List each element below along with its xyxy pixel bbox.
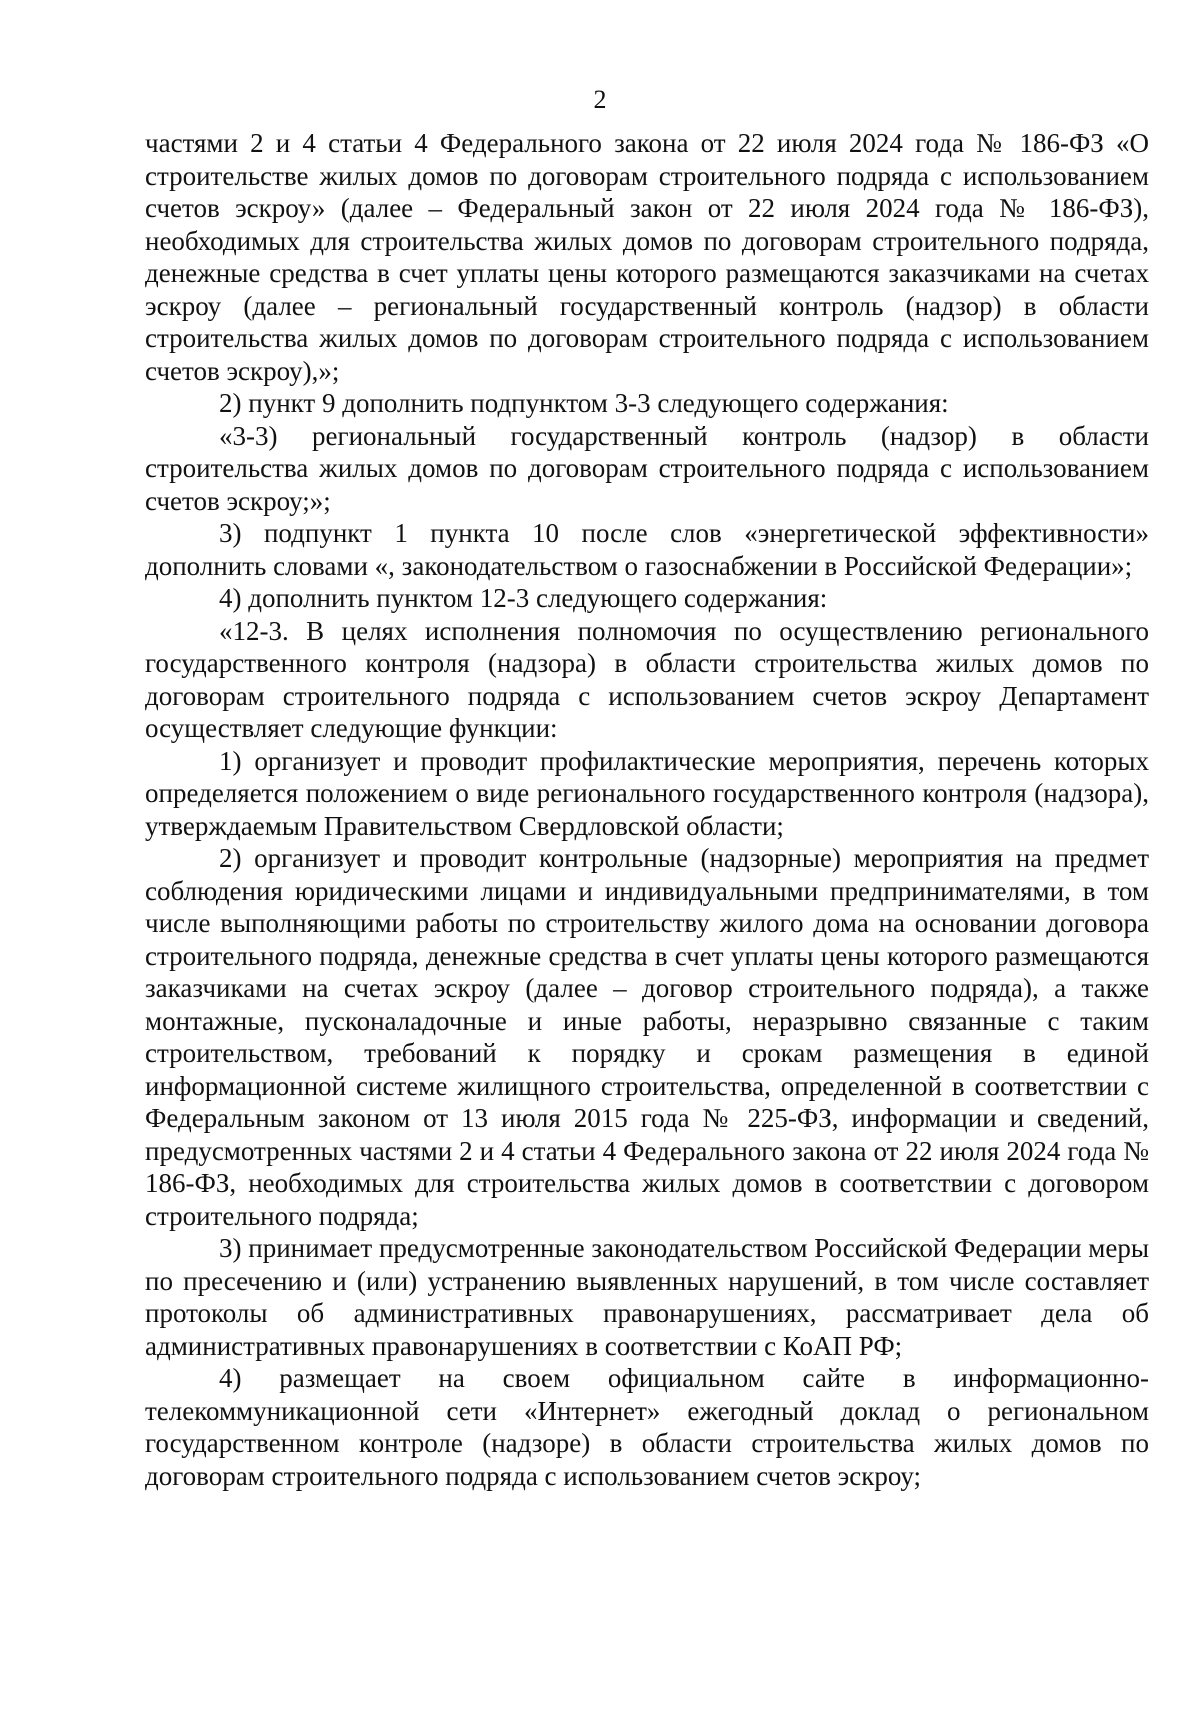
paragraph-item-12-3: «12-3. В целях исполнения полномочия по осуществлению регионального государственного контроля (надзора) в области строительства жилых домов по договорам строительного подряда с использованием счетов эскроу Департамент осуществляет следующие функции: — [145, 615, 1149, 743]
paragraph-function-1: 1) организует и проводит профилактические мероприятия, перечень которых определяется положением о виде регионального государственного контроля (надзора), утверждаемым Правительством Свердловской области; — [145, 745, 1149, 841]
paragraph-function-3: 3) принимает предусмотренные законодательством Российской Федерации меры по пресечению и (или) устранению выявленных нарушений, в том числе составляет протоколы об административных правонарушениях, рассматривает дела об административных правонарушениях в соответствии с КоАП РФ; — [145, 1233, 1149, 1361]
paragraph-amendment-3: 3) подпункт 1 пункта 10 после слов «энергетической эффективности» дополнить словами «, законодательством о газоснабжении в Российской Федерации»; — [145, 518, 1149, 581]
paragraph-amendment-4: 4) дополнить пунктом 12-3 следующего содержания: — [219, 583, 828, 613]
paragraph-amendment-2: 2) пункт 9 дополнить подпунктом 3-3 следующего содержания: — [219, 388, 949, 418]
paragraph-function-2: 2) организует и проводит контрольные (надзорные) мероприятия на предмет соблюдения юридическими лицами и индивидуальными предпринимателями, в том числе выполняющими работы по строительству жилого дома на основании договора строительного подряда, денежные средства в счет уплаты цены которого размещаются заказчиками на счетах эскроу (далее – договор строительного подряда), а также монтажные, пусконаладочные и иные работы, неразрывно связанные с таким строительством, требований к порядку и срокам размещения в единой информационной системе жилищного строительства, определенной в соответствии с Федеральным законом от 13 июля 2015 года № 225-ФЗ, информации и сведений, предусмотренных частями 2 и 4 статьи 4 Федерального закона от 22 июля 2024 года № 186-ФЗ, необходимых для строительства жилых домов в соответствии с договором строительного подряда; — [145, 843, 1149, 1231]
paragraph-continuation: частями 2 и 4 статьи 4 Федерального закона от 22 июля 2024 года № 186-ФЗ «О строительстве жилых домов по договорам строительного подряда с использованием счетов эскроу» (далее – Федеральный закон от 22 июля 2024 года № 186-ФЗ), необходимых для строительства жилых домов по договорам строительного подряда, денежные средства в счет уплаты цены которого размещаются заказчиками на счетах эскроу (далее – региональный государственный контроль (надзор) в области строительства жилых домов по договорам строительного подряда с использованием счетов эскроу),»; — [145, 128, 1149, 386]
paragraph-function-4: 4) размещает на своем официальном сайте в информационно-телекоммуникационной сети «Интернет» ежегодный доклад о региональном государственном контроле (надзоре) в области строительства жилых домов по договорам строительного подряда с использованием счетов эскроу; — [145, 1363, 1149, 1491]
paragraph-subitem-3-3: «3-3) региональный государственный контроль (надзор) в области строительства жилых домов по договорам строительного подряда с использованием счетов эскроу;»; — [145, 420, 1149, 516]
page-number: 2 — [593, 85, 607, 114]
document-body — [145, 127, 1149, 1492]
